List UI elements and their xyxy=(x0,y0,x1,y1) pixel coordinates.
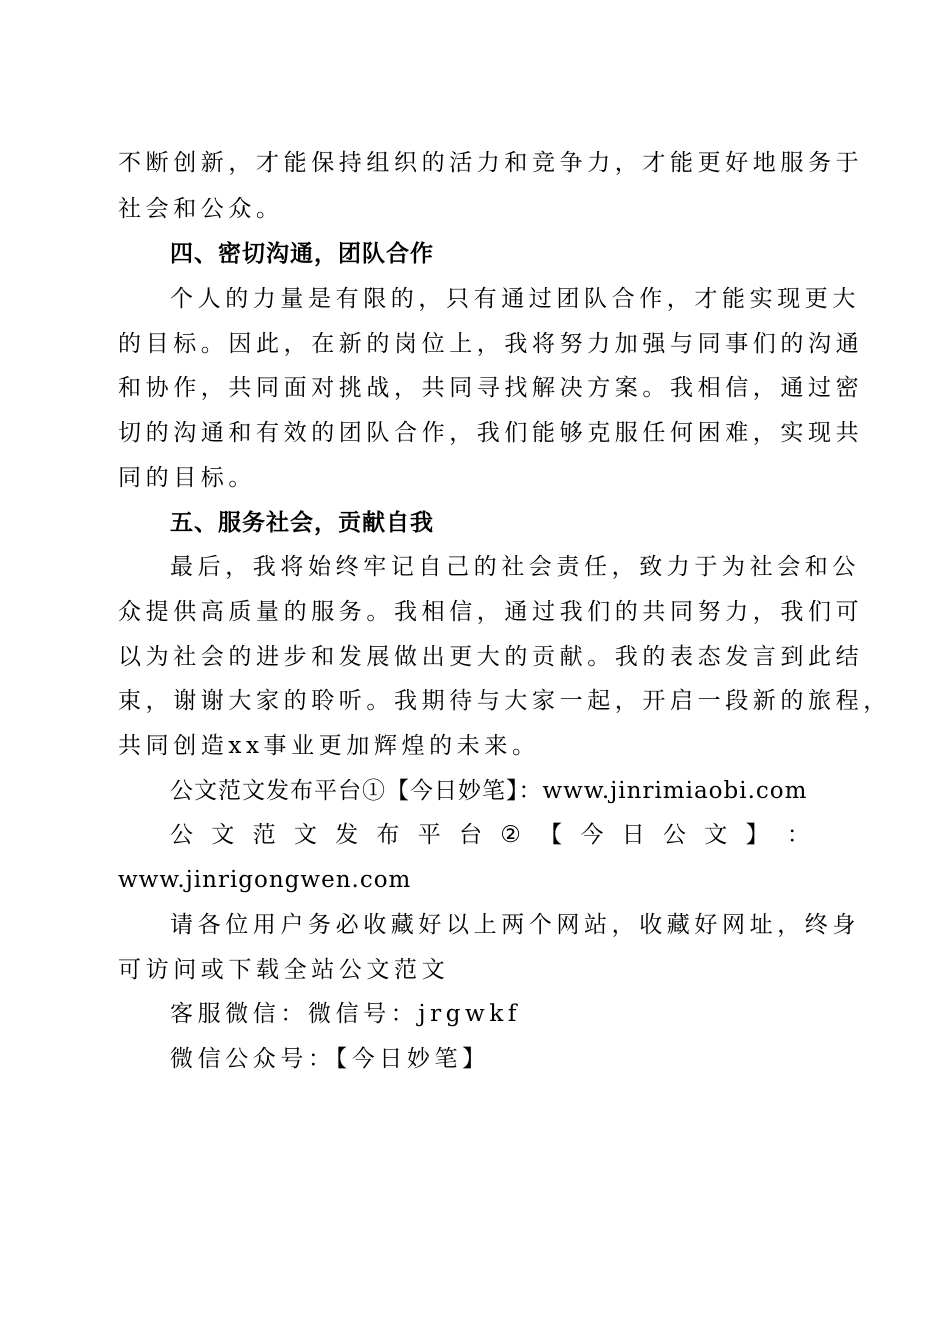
platform-2-char: 文 xyxy=(211,822,235,848)
platform-2-char: 发 xyxy=(335,822,359,848)
notice-line: 请各位用户务必收藏好以上两个网站，收藏好网址，终身 xyxy=(170,912,860,938)
platform-2-char: 布 xyxy=(376,822,400,848)
section-heading-5: 五、服务社会，贡献自我 xyxy=(170,510,434,536)
platform-2-url: www.jinrigongwen.com xyxy=(118,867,412,893)
platform-2-char: ： xyxy=(786,822,810,848)
platform-1-line: 公文范文发布平台①【今日妙笔】：www.jinrimiaobi.com xyxy=(170,778,808,804)
body-line: 切的沟通和有效的团队合作，我们能够克服任何困难，实现共 xyxy=(118,420,864,446)
platform-2-char: 日 xyxy=(621,822,645,848)
platform-2-char: 文 xyxy=(293,822,317,848)
official-account: 微信公众号：【今日妙笔】 xyxy=(170,1046,490,1072)
platform-2-char: 今 xyxy=(580,822,604,848)
body-line: 束，谢谢大家的聆听。我期待与大家一起，开启一段新的旅程， xyxy=(118,688,891,714)
body-line: 以为社会的进步和发展做出更大的贡献。我的表态发言到此结 xyxy=(118,644,864,670)
body-line: 的目标。因此，在新的岗位上，我将努力加强与同事们的沟通 xyxy=(118,331,864,357)
body-line: 最后，我将始终牢记自己的社会责任，致力于为社会和公 xyxy=(170,554,860,580)
platform-2-char: 【 xyxy=(539,822,563,848)
notice-line: 可访问或下载全站公文范文 xyxy=(118,957,450,983)
platform-2-char: 】 xyxy=(745,822,769,848)
platform-2-char: 文 xyxy=(704,822,728,848)
body-line: 和协作，共同面对挑战，共同寻找解决方案。我相信，通过密 xyxy=(118,375,864,401)
platform-2-char: 范 xyxy=(252,822,276,848)
section-heading-4: 四、密切沟通，团队合作 xyxy=(170,241,434,267)
platform-2-char: 公 xyxy=(663,822,686,848)
body-line: 同的目标。 xyxy=(118,465,256,491)
platform-2-char: 台 xyxy=(458,822,482,848)
platform-2-char: ② xyxy=(500,822,521,848)
service-wechat: 客服微信：微信号：jrgwkf xyxy=(170,1001,521,1027)
body-line: 个人的力量是有限的，只有通过团队合作，才能实现更大 xyxy=(170,286,860,312)
platform-2-line xyxy=(170,820,810,850)
body-line: 不断创新，才能保持组织的活力和竞争力，才能更好地服务于 xyxy=(118,150,864,176)
platform-2-char: 平 xyxy=(417,822,441,848)
body-line: 社会和公众。 xyxy=(118,196,284,222)
body-line: 众提供高质量的服务。我相信，通过我们的共同努力，我们可 xyxy=(118,599,864,625)
body-line: 共同创造xx事业更加辉煌的未来。 xyxy=(118,733,540,759)
platform-2-char: 公 xyxy=(170,822,193,848)
